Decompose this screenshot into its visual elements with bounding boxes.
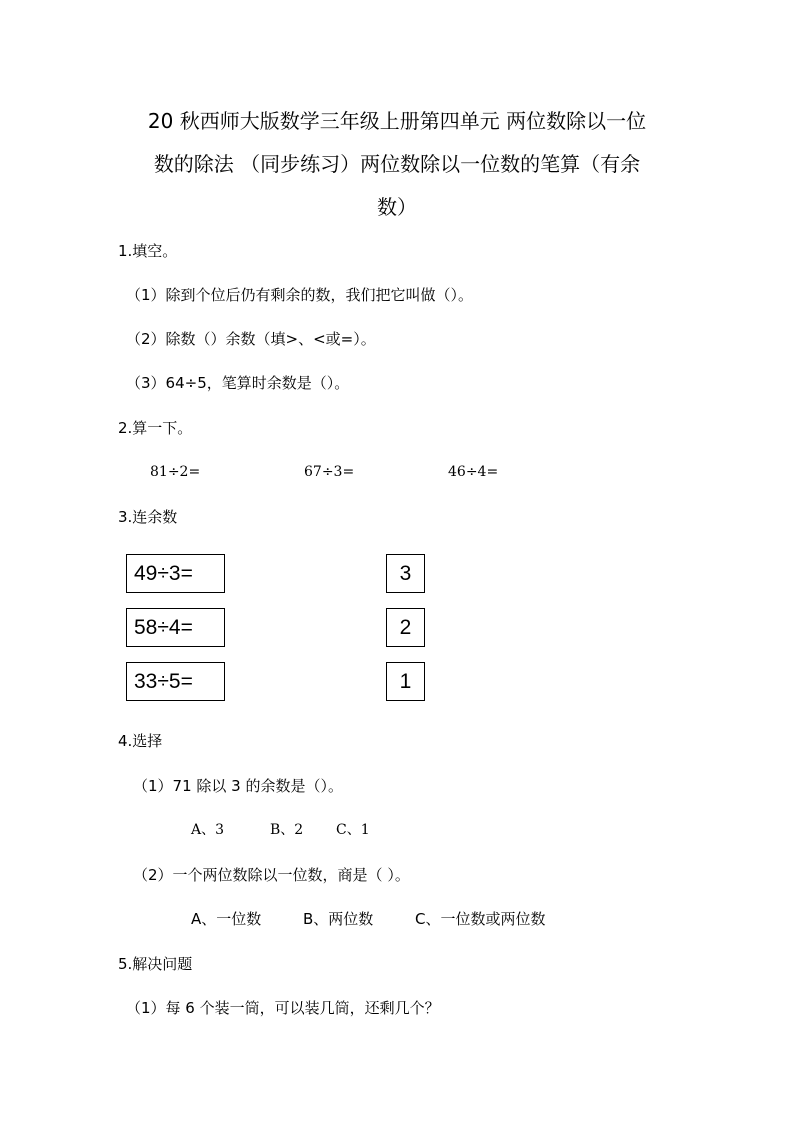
match-right-box-2[interactable]: 2 bbox=[386, 608, 425, 647]
title-line-2: 数的除法 （同步练习）两位数除以一位数的笔算（有余 bbox=[153, 152, 641, 176]
match-right-box-3[interactable]: 1 bbox=[386, 662, 425, 701]
q2-expr-3: 46÷4= bbox=[448, 464, 499, 480]
q1-item-3: （3）64÷5，笔算时余数是（）。 bbox=[126, 374, 350, 392]
q4-sub1-option-c[interactable]: C、1 bbox=[336, 822, 370, 838]
q5-heading: 5.解决问题 bbox=[118, 955, 193, 973]
q4-sub2-option-c[interactable]: C、一位数或两位数 bbox=[415, 910, 546, 928]
q5-sub1: （1）每 6 个装一筒，可以装几筒，还剩几个？ bbox=[126, 999, 440, 1017]
title-line-3: 数） bbox=[377, 195, 417, 219]
q4-sub1-option-b[interactable]: B、2 bbox=[270, 822, 304, 838]
match-left-box-3[interactable]: 33÷5= bbox=[126, 662, 225, 701]
q4-sub2-option-b[interactable]: B、两位数 bbox=[303, 910, 374, 928]
q3-heading: 3.连余数 bbox=[118, 508, 178, 526]
q1-item-2: （2）除数（）余数（填>、<或=）。 bbox=[126, 330, 376, 348]
q4-sub2-option-a[interactable]: A、一位数 bbox=[191, 910, 262, 928]
match-left-box-2[interactable]: 58÷4= bbox=[126, 608, 225, 647]
q2-heading: 2.算一下。 bbox=[118, 419, 193, 437]
q2-expr-1: 81÷2= bbox=[150, 464, 201, 480]
q1-item-1: （1）除到个位后仍有剩余的数，我们把它叫做（）。 bbox=[126, 286, 474, 304]
q4-sub2-question: （2）一个两位数除以一位数，商是（ ）。 bbox=[133, 866, 410, 884]
match-left-box-1[interactable]: 49÷3= bbox=[126, 554, 225, 593]
q2-expr-2: 67÷3= bbox=[304, 464, 355, 480]
title-line-1: 20 秋西师大版数学三年级上册第四单元 两位数除以一位 bbox=[147, 109, 647, 133]
match-right-box-1[interactable]: 3 bbox=[386, 554, 425, 593]
q1-heading: 1.填空。 bbox=[118, 242, 178, 260]
document-title bbox=[110, 100, 684, 229]
q4-sub1-question: （1）71 除以 3 的余数是（）。 bbox=[133, 777, 343, 795]
q4-sub1-option-a[interactable]: A、3 bbox=[191, 822, 225, 838]
q4-heading: 4.选择 bbox=[118, 732, 163, 750]
